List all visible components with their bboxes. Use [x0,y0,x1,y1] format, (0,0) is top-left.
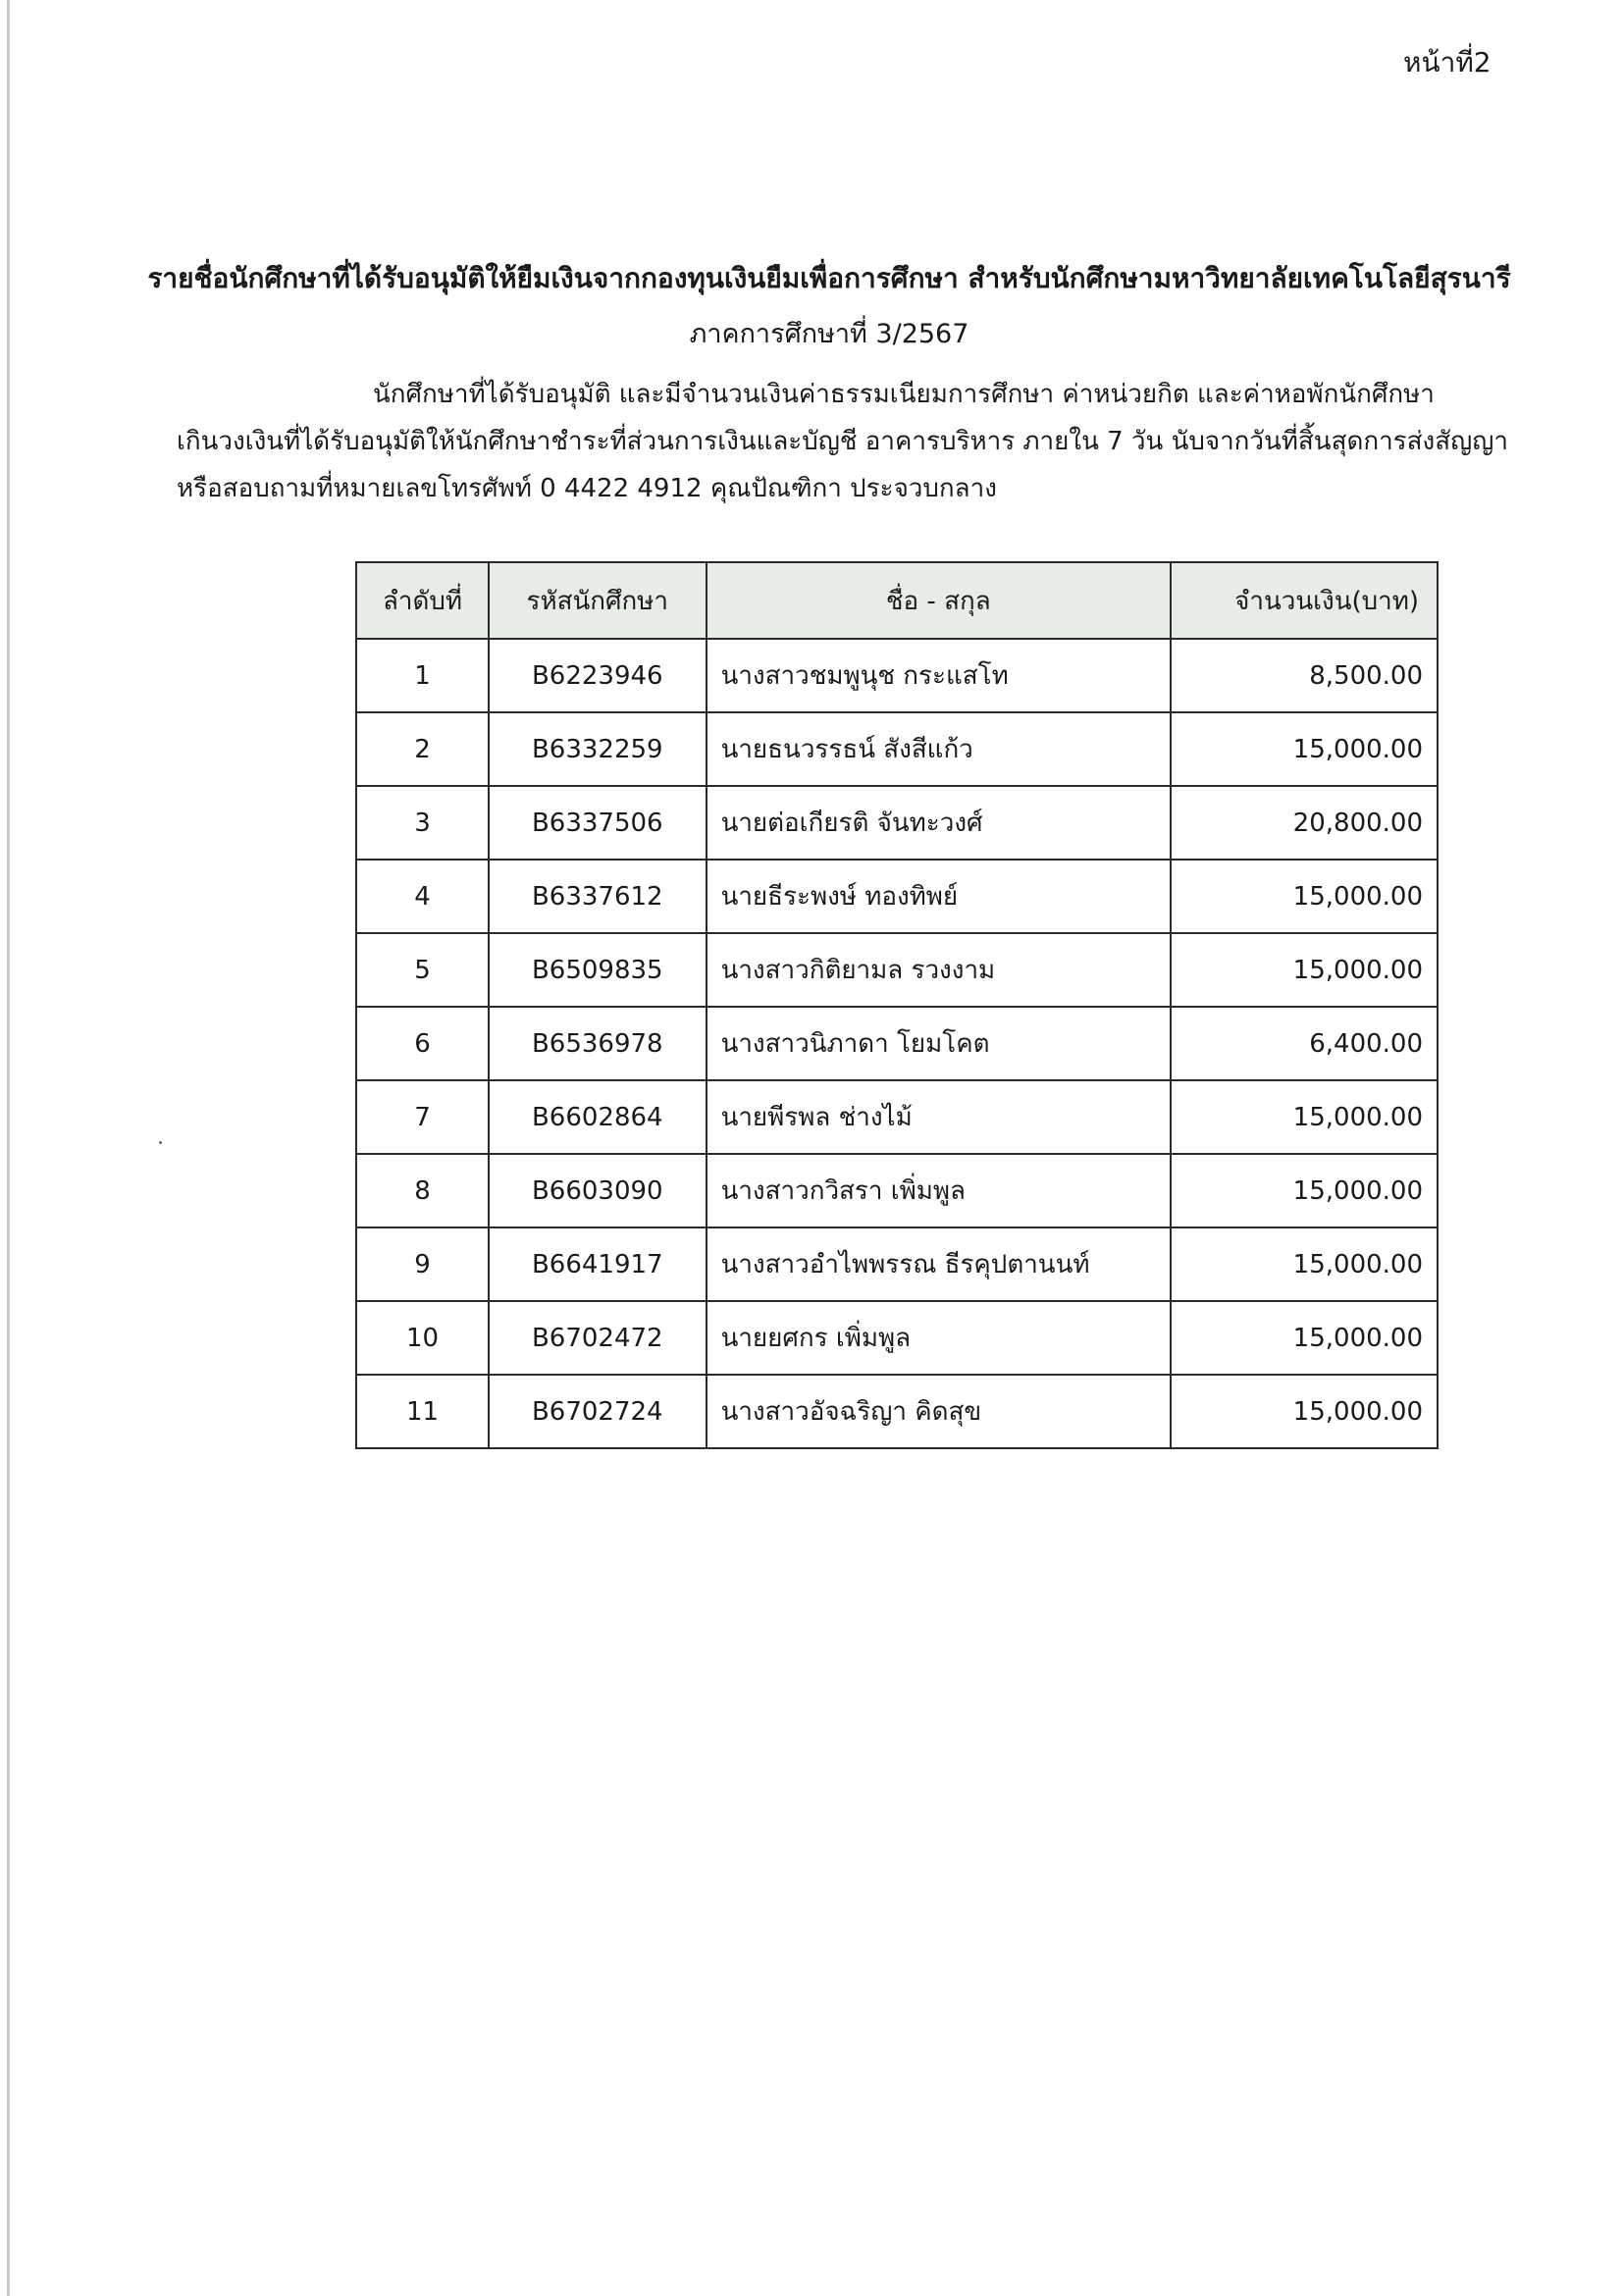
cell-amount: 6,400.00 [1171,1007,1438,1080]
cell-order: 11 [356,1375,489,1448]
cell-full-name: นางสาวชมพูนุช กระแสโท [707,639,1171,712]
cell-full-name: นางสาวอัจฉริญา คิดสุข [707,1375,1171,1448]
cell-student-id: B6536978 [489,1007,707,1080]
cell-student-id: B6332259 [489,712,707,786]
cell-amount: 20,800.00 [1171,786,1438,860]
notice-line: นักศึกษาที่ได้รับอนุมัติ และมีจำนวนเงินค่าธรรมเนียมการศึกษา ค่าหน่วยกิต และค่าหอพักนักศึกษา [373,380,1435,409]
cell-amount: 15,000.00 [1171,712,1438,786]
table-header-row [356,562,1438,639]
cell-full-name: นางสาวกวิสรา เพิ่มพูล [707,1154,1171,1227]
cell-full-name: นายต่อเกียรติ จันทะวงศ์ [707,786,1171,860]
loan-recipients-table [355,561,1439,1449]
cell-amount: 15,000.00 [1171,860,1438,933]
cell-order: 3 [356,786,489,860]
document-title: รายชื่อนักศึกษาที่ได้รับอนุมัติให้ยืมเงินจากกองทุนเงินยืมเพื่อการศึกษา สำหรับนักศึกษามหาวิทยาลัยเทคโนโลยีสุรนารี [147,262,1511,294]
cell-full-name: นายธนวรรธน์ สังสีแก้ว [707,712,1171,786]
scan-left-edge [7,0,10,2296]
scan-speck [159,1141,162,1144]
cell-student-id: B6509835 [489,933,707,1007]
cell-amount: 15,000.00 [1171,1080,1438,1154]
table-row [356,933,1438,1007]
cell-amount: 15,000.00 [1171,1375,1438,1448]
document-subtitle: ภาคการศึกษาที่ 3/2567 [689,319,969,349]
cell-order: 6 [356,1007,489,1080]
header-amount: จำนวนเงิน(บาท) [1171,562,1438,639]
cell-student-id: B6337612 [489,860,707,933]
header-student-id: รหัสนักศึกษา [489,562,707,639]
cell-student-id: B6223946 [489,639,707,712]
table-row [356,1154,1438,1227]
table-row [356,1227,1438,1301]
cell-student-id: B6641917 [489,1227,707,1301]
cell-full-name: นายธีระพงษ์ ทองทิพย์ [707,860,1171,933]
cell-student-id: B6603090 [489,1154,707,1227]
cell-student-id: B6702472 [489,1301,707,1375]
cell-order: 4 [356,860,489,933]
cell-student-id: B6337506 [489,786,707,860]
table-row [356,712,1438,786]
cell-full-name: นางสาวอำไพพรรณ ธีรคุปตานนท์ [707,1227,1171,1301]
table-row [356,786,1438,860]
cell-amount: 8,500.00 [1171,639,1438,712]
table-row [356,1080,1438,1154]
notice-paragraph [177,371,1508,512]
cell-amount: 15,000.00 [1171,1227,1438,1301]
cell-order: 7 [356,1080,489,1154]
cell-order: 8 [356,1154,489,1227]
cell-full-name: นางสาวนิภาดา โยมโคต [707,1007,1171,1080]
cell-student-id: B6702724 [489,1375,707,1448]
cell-amount: 15,000.00 [1171,1154,1438,1227]
table-row [356,1375,1438,1448]
cell-full-name: นายพีรพล ช่างไม้ [707,1080,1171,1154]
cell-order: 10 [356,1301,489,1375]
cell-order: 2 [356,712,489,786]
page-number: หน้าที่2 [1403,46,1492,78]
table-row [356,860,1438,933]
cell-full-name: นางสาวกิติยามล รวงงาม [707,933,1171,1007]
header-full-name: ชื่อ - สกุล [707,562,1171,639]
cell-order: 1 [356,639,489,712]
header-order: ลำดับที่ [356,562,489,639]
cell-amount: 15,000.00 [1171,1301,1438,1375]
notice-line: หรือสอบถามที่หมายเลขโทรศัพท์ 0 4422 4912 คุณปัณฑิกา ประจวบกลาง [177,474,997,503]
notice-line: เกินวงเงินที่ได้รับอนุมัติให้นักศึกษาชำระที่ส่วนการเงินและบัญชี อาคารบริหาร ภายใน 7 วัน นับจากวันที่สิ้นสุดการส่งสัญญา [177,427,1508,456]
cell-student-id: B6602864 [489,1080,707,1154]
cell-full-name: นายยศกร เพิ่มพูล [707,1301,1171,1375]
cell-amount: 15,000.00 [1171,933,1438,1007]
table-row [356,1007,1438,1080]
cell-order: 5 [356,933,489,1007]
table-row [356,639,1438,712]
table-row [356,1301,1438,1375]
cell-order: 9 [356,1227,489,1301]
